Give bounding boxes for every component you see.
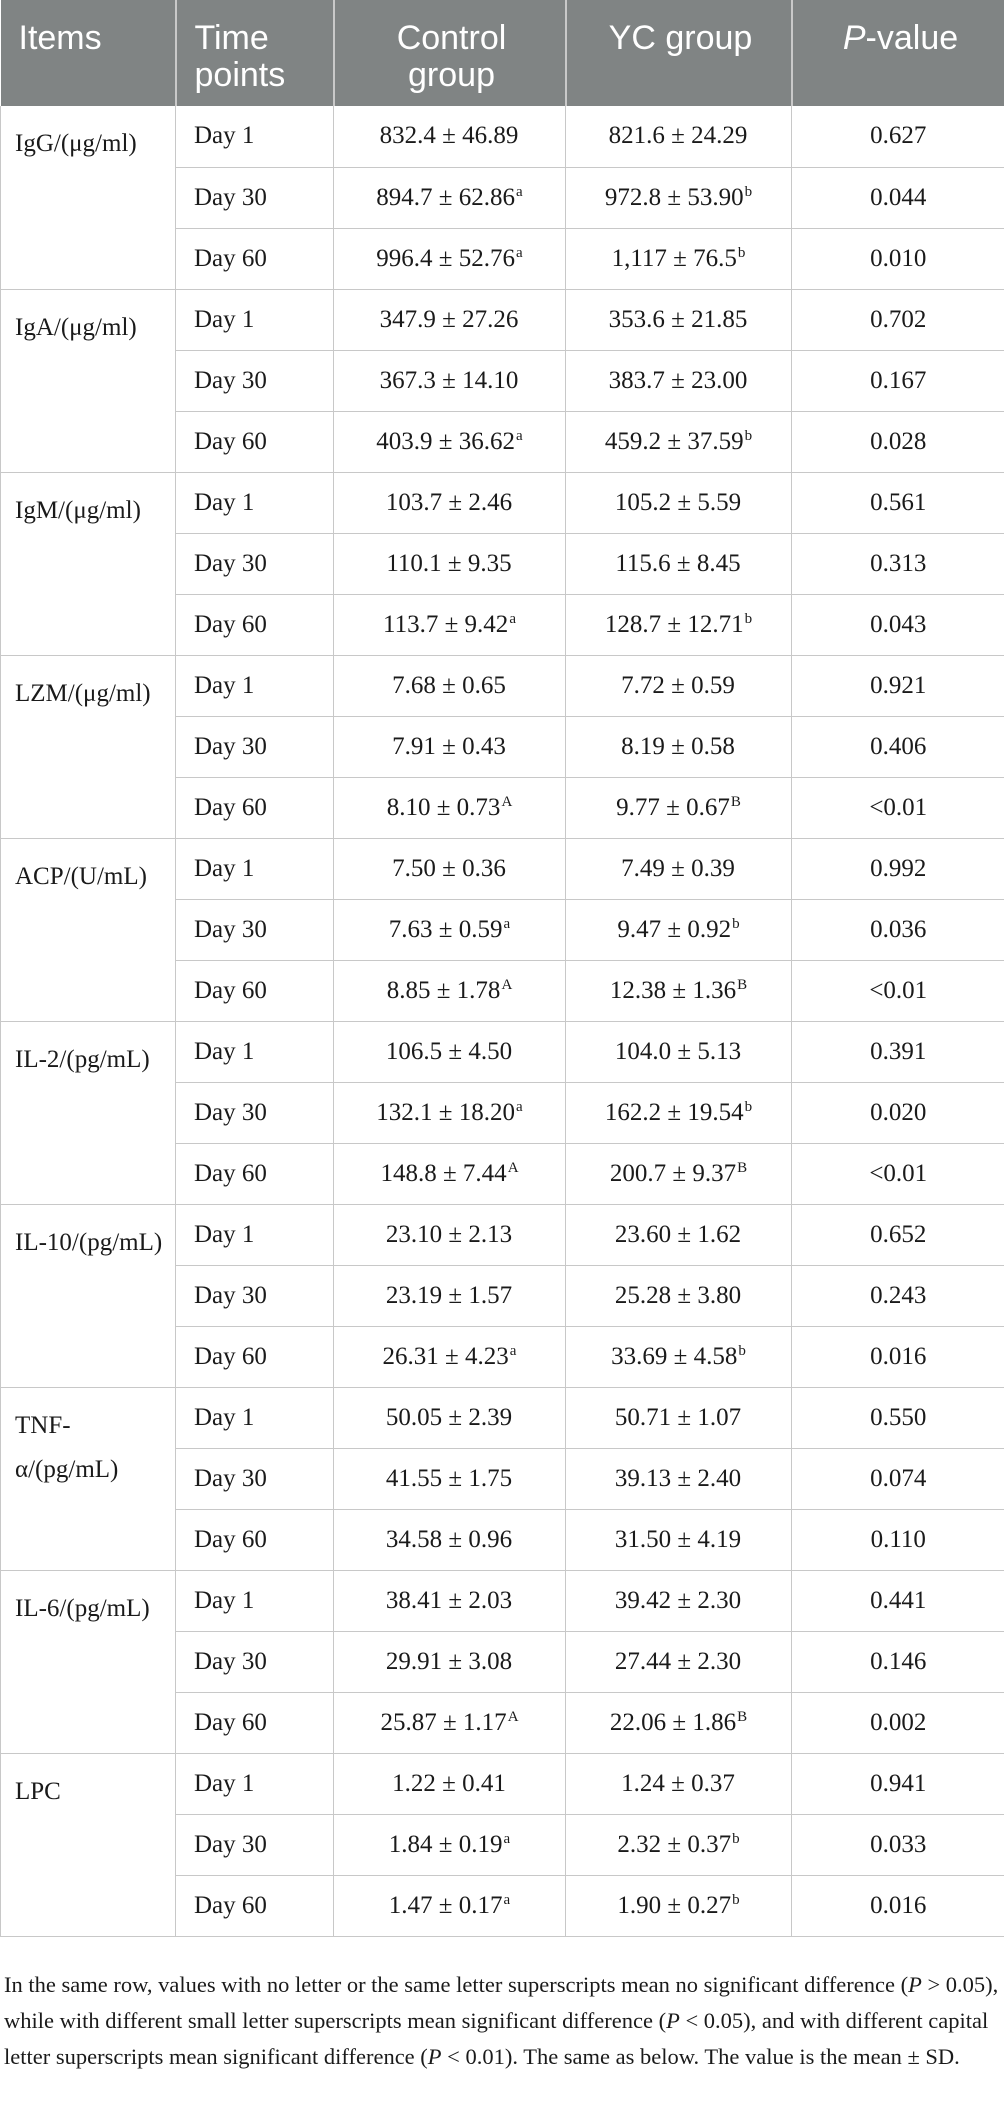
control-value: 7.68 ± 0.65: [392, 671, 506, 699]
item-label: IL-10/(pg/mL): [1, 1204, 176, 1387]
control-value: 113.7 ± 9.42: [383, 610, 509, 638]
yc-value: 128.7 ± 12.71: [604, 610, 744, 638]
yc-superscript: b: [732, 1891, 740, 1908]
time-point-cell: Day 30: [176, 1631, 334, 1692]
p-value-cell: <0.01: [792, 1143, 1004, 1204]
control-value: 7.50 ± 0.36: [392, 854, 506, 882]
yc-value-cell: [566, 1448, 792, 1509]
yc-value: 12.38 ± 1.36: [609, 976, 737, 1004]
time-point-cell: Day 30: [176, 533, 334, 594]
p-value-cell: 0.941: [792, 1753, 1004, 1814]
p-value-cell: 0.016: [792, 1875, 1004, 1936]
time-point-cell: Day 1: [176, 472, 334, 533]
control-superscript: a: [509, 1342, 517, 1359]
control-value-cell: [334, 594, 566, 655]
control-value-cell: [334, 533, 566, 594]
yc-value: 1.24 ± 0.37: [621, 1769, 735, 1797]
table-row: [1, 1753, 1004, 1814]
control-value-cell: [334, 1143, 566, 1204]
p-value-cell: 0.702: [792, 289, 1004, 350]
yc-value: 200.7 ± 9.37: [609, 1159, 737, 1187]
time-point-cell: Day 60: [176, 1875, 334, 1936]
table-footnote: [0, 1967, 1004, 2075]
control-value-cell: [334, 167, 566, 228]
yc-value: 7.72 ± 0.59: [621, 671, 735, 699]
control-value-cell: [334, 1387, 566, 1448]
yc-value-cell: [566, 1143, 792, 1204]
control-value-cell: [334, 1021, 566, 1082]
header-row: [1, 0, 1004, 106]
p-value-cell: 0.028: [792, 411, 1004, 472]
item-label: LZM/(μg/ml): [1, 655, 176, 838]
control-value: 8.10 ± 0.73: [386, 793, 501, 821]
yc-superscript: B: [730, 793, 741, 810]
yc-superscript: b: [744, 427, 753, 444]
yc-value-cell: [566, 350, 792, 411]
yc-superscript: b: [744, 183, 753, 200]
yc-value: 459.2 ± 37.59: [604, 427, 744, 455]
p-value-cell: 0.921: [792, 655, 1004, 716]
footnote-text-2: > 0.05), while with different small letter superscripts mean significant difference (: [4, 1972, 999, 2033]
control-value: 110.1 ± 9.35: [386, 549, 512, 577]
control-value-cell: [334, 1326, 566, 1387]
yc-value-cell: [566, 899, 792, 960]
control-superscript: a: [509, 610, 516, 627]
time-point-cell: Day 1: [176, 1204, 334, 1265]
footnote-text-4: < 0.01). The same as below. The value is the mean ± SD.: [441, 2044, 960, 2069]
p-value-cell: 0.550: [792, 1387, 1004, 1448]
time-point-cell: Day 60: [176, 1326, 334, 1387]
time-point-cell: Day 1: [176, 289, 334, 350]
p-value-cell: 0.044: [792, 167, 1004, 228]
p-value-cell: 0.167: [792, 350, 1004, 411]
p-value-cell: 0.033: [792, 1814, 1004, 1875]
time-point-cell: Day 60: [176, 960, 334, 1021]
table-row: [1, 472, 1004, 533]
control-value: 148.8 ± 7.44: [380, 1159, 507, 1187]
yc-value-cell: [566, 167, 792, 228]
control-value: 403.9 ± 36.62: [376, 427, 516, 455]
time-point-cell: Day 60: [176, 1692, 334, 1753]
p-value-cell: 0.992: [792, 838, 1004, 899]
yc-value: 25.28 ± 3.80: [614, 1281, 742, 1309]
item-label: IgM/(μg/ml): [1, 472, 176, 655]
yc-value: 2.32 ± 0.37: [617, 1830, 732, 1858]
item-label: LPC: [1, 1753, 176, 1936]
control-value-cell: [334, 960, 566, 1021]
p-value-cell: 0.010: [792, 228, 1004, 289]
time-point-cell: Day 60: [176, 1509, 334, 1570]
footnote-text-1: In the same row, values with no letter or the same letter superscripts mean no significant difference (: [4, 1972, 909, 1997]
yc-value: 39.42 ± 2.30: [614, 1586, 742, 1614]
item-label: IgA/(μg/ml): [1, 289, 176, 472]
yc-value-cell: [566, 1082, 792, 1143]
control-value-cell: [334, 1631, 566, 1692]
time-point-cell: Day 1: [176, 655, 334, 716]
control-value: 7.91 ± 0.43: [392, 732, 506, 760]
item-label: IgG/(μg/ml): [1, 106, 176, 289]
yc-value: 39.13 ± 2.40: [614, 1464, 742, 1492]
control-value-cell: [334, 777, 566, 838]
yc-value-cell: [566, 777, 792, 838]
p-value-cell: 0.391: [792, 1021, 1004, 1082]
table-row: [1, 289, 1004, 350]
time-point-cell: Day 30: [176, 716, 334, 777]
control-value-cell: [334, 1204, 566, 1265]
table-body: [1, 106, 1004, 1936]
p-value-cell: 0.110: [792, 1509, 1004, 1570]
control-superscript: a: [516, 1098, 523, 1115]
time-point-cell: Day 1: [176, 1753, 334, 1814]
header-time-points: Time points: [176, 0, 334, 106]
control-superscript: A: [501, 976, 513, 993]
yc-value: 23.60 ± 1.62: [614, 1220, 742, 1248]
yc-superscript: B: [737, 1159, 748, 1176]
table-header: [1, 0, 1004, 106]
control-value-cell: [334, 1753, 566, 1814]
table-row: [1, 655, 1004, 716]
control-value-cell: [334, 1570, 566, 1631]
time-point-cell: Day 1: [176, 1570, 334, 1631]
yc-value: 1.90 ± 0.27: [617, 1891, 732, 1919]
yc-value-cell: [566, 1265, 792, 1326]
time-point-cell: Day 30: [176, 899, 334, 960]
control-value-cell: [334, 1814, 566, 1875]
item-label: IL-6/(pg/mL): [1, 1570, 176, 1753]
yc-value-cell: [566, 655, 792, 716]
time-point-cell: Day 60: [176, 777, 334, 838]
control-value: 7.63 ± 0.59: [388, 915, 503, 943]
time-point-cell: Day 60: [176, 594, 334, 655]
p-value-cell: 0.020: [792, 1082, 1004, 1143]
item-label: ACP/(U/mL): [1, 838, 176, 1021]
control-value: 347.9 ± 27.26: [379, 305, 519, 333]
control-value: 832.4 ± 46.89: [379, 122, 519, 150]
time-point-cell: Day 30: [176, 1814, 334, 1875]
footnote-p-2: P: [666, 2008, 680, 2033]
control-value: 38.41 ± 2.03: [385, 1586, 513, 1614]
yc-value: 9.77 ± 0.67: [616, 793, 730, 821]
control-value-cell: [334, 899, 566, 960]
yc-value-cell: [566, 472, 792, 533]
control-value: 996.4 ± 52.76: [376, 244, 516, 272]
yc-value: 31.50 ± 4.19: [614, 1525, 742, 1553]
control-value: 1.47 ± 0.17: [388, 1891, 503, 1919]
table-row: [1, 1387, 1004, 1448]
control-value: 8.85 ± 1.78: [386, 976, 501, 1004]
yc-superscript: b: [737, 244, 746, 261]
p-value-cell: <0.01: [792, 960, 1004, 1021]
yc-superscript: b: [744, 1098, 753, 1115]
p-value-cell: 0.036: [792, 899, 1004, 960]
control-value-cell: [334, 106, 566, 167]
control-superscript: A: [501, 793, 513, 810]
yc-value: 383.7 ± 23.00: [608, 366, 748, 394]
yc-value: 50.71 ± 1.07: [614, 1403, 742, 1431]
control-value-cell: [334, 655, 566, 716]
control-value-cell: [334, 350, 566, 411]
control-value-cell: [334, 1509, 566, 1570]
control-superscript: a: [516, 183, 523, 200]
p-value-cell: 0.627: [792, 106, 1004, 167]
yc-value: 353.6 ± 21.85: [608, 305, 748, 333]
yc-value-cell: [566, 1326, 792, 1387]
time-point-cell: Day 30: [176, 1082, 334, 1143]
control-superscript: a: [503, 1891, 511, 1908]
p-value-cell: 0.313: [792, 533, 1004, 594]
yc-value-cell: [566, 1692, 792, 1753]
p-value-cell: 0.074: [792, 1448, 1004, 1509]
yc-value-cell: [566, 106, 792, 167]
table-row: [1, 1021, 1004, 1082]
control-superscript: a: [503, 1830, 511, 1847]
control-value-cell: [334, 838, 566, 899]
time-point-cell: Day 1: [176, 106, 334, 167]
p-value-cell: 0.002: [792, 1692, 1004, 1753]
control-value: 1.84 ± 0.19: [388, 1830, 503, 1858]
control-value-cell: [334, 1448, 566, 1509]
yc-superscript: B: [737, 1708, 748, 1725]
control-value: 106.5 ± 4.50: [385, 1037, 513, 1065]
control-value-cell: [334, 716, 566, 777]
yc-value: 972.8 ± 53.90: [604, 183, 744, 211]
yc-value: 33.69 ± 4.58: [611, 1342, 738, 1370]
p-value-cell: 0.652: [792, 1204, 1004, 1265]
yc-value: 162.2 ± 19.54: [604, 1098, 744, 1126]
time-point-cell: Day 60: [176, 411, 334, 472]
yc-value: 8.19 ± 0.58: [621, 732, 735, 760]
control-value: 25.87 ± 1.17: [380, 1708, 507, 1736]
time-point-cell: Day 30: [176, 167, 334, 228]
yc-superscript: B: [737, 976, 748, 993]
p-value-cell: 0.243: [792, 1265, 1004, 1326]
p-value-cell: <0.01: [792, 777, 1004, 838]
table-row: [1, 1570, 1004, 1631]
control-value-cell: [334, 472, 566, 533]
p-value-cell: 0.406: [792, 716, 1004, 777]
yc-value-cell: [566, 594, 792, 655]
table-row: [1, 106, 1004, 167]
time-point-cell: Day 30: [176, 350, 334, 411]
control-value: 23.19 ± 1.57: [385, 1281, 513, 1309]
yc-value: 115.6 ± 8.45: [615, 549, 741, 577]
footnote-p-1: P: [908, 1972, 922, 1997]
p-value-cell: 0.043: [792, 594, 1004, 655]
time-point-cell: Day 1: [176, 838, 334, 899]
yc-value-cell: [566, 1753, 792, 1814]
control-value: 41.55 ± 1.75: [385, 1464, 513, 1492]
yc-value-cell: [566, 1814, 792, 1875]
control-value: 103.7 ± 2.46: [385, 488, 513, 516]
yc-value: 1,117 ± 76.5: [611, 244, 737, 272]
control-superscript: a: [516, 244, 523, 261]
yc-value: 104.0 ± 5.13: [614, 1037, 742, 1065]
control-value-cell: [334, 289, 566, 350]
header-items: Items: [1, 0, 176, 106]
p-value-cell: 0.561: [792, 472, 1004, 533]
p-value-cell: 0.016: [792, 1326, 1004, 1387]
yc-value-cell: [566, 411, 792, 472]
yc-superscript: b: [738, 1342, 746, 1359]
header-p-suffix: -value: [865, 19, 959, 57]
header-p-value: [792, 0, 1004, 106]
control-value: 23.10 ± 2.13: [385, 1220, 513, 1248]
yc-value-cell: [566, 1204, 792, 1265]
control-value: 29.91 ± 3.08: [385, 1647, 513, 1675]
yc-superscript: b: [732, 915, 740, 932]
control-value: 1.22 ± 0.41: [392, 1769, 506, 1797]
yc-value-cell: [566, 1570, 792, 1631]
yc-value: 105.2 ± 5.59: [614, 488, 742, 516]
control-value: 894.7 ± 62.86: [376, 183, 516, 211]
control-value: 26.31 ± 4.23: [382, 1342, 509, 1370]
control-value: 34.58 ± 0.96: [385, 1525, 513, 1553]
control-value-cell: [334, 228, 566, 289]
yc-value: 22.06 ± 1.86: [609, 1708, 737, 1736]
control-superscript: A: [507, 1159, 519, 1176]
yc-value-cell: [566, 533, 792, 594]
header-p-italic: P: [842, 19, 866, 57]
control-value: 367.3 ± 14.10: [379, 366, 519, 394]
control-value-cell: [334, 1265, 566, 1326]
footnote-text-3: < 0.05), and with different capital letter superscripts mean significant difference (: [4, 2008, 989, 2069]
header-control-group: Control group: [334, 0, 566, 106]
table-row: [1, 838, 1004, 899]
p-value-cell: 0.441: [792, 1570, 1004, 1631]
control-superscript: a: [516, 427, 523, 444]
yc-value-cell: [566, 1509, 792, 1570]
p-value-cell: 0.146: [792, 1631, 1004, 1692]
yc-value: 7.49 ± 0.39: [621, 854, 735, 882]
control-superscript: A: [507, 1708, 519, 1725]
yc-value: 27.44 ± 2.30: [614, 1647, 742, 1675]
yc-value-cell: [566, 838, 792, 899]
yc-superscript: b: [732, 1830, 740, 1847]
item-label: IL-2/(pg/mL): [1, 1021, 176, 1204]
footnote-p-3: P: [427, 2044, 442, 2069]
yc-value-cell: [566, 1875, 792, 1936]
time-point-cell: Day 30: [176, 1265, 334, 1326]
control-superscript: a: [503, 915, 511, 932]
control-value-cell: [334, 411, 566, 472]
control-value-cell: [334, 1692, 566, 1753]
yc-value-cell: [566, 289, 792, 350]
time-point-cell: Day 30: [176, 1448, 334, 1509]
yc-value-cell: [566, 716, 792, 777]
time-point-cell: Day 60: [176, 228, 334, 289]
time-point-cell: Day 1: [176, 1021, 334, 1082]
yc-value: 821.6 ± 24.29: [608, 122, 748, 150]
yc-value-cell: [566, 1631, 792, 1692]
item-label: TNF-α/(pg/mL): [1, 1387, 176, 1570]
time-point-cell: Day 60: [176, 1143, 334, 1204]
control-value: 132.1 ± 18.20: [376, 1098, 516, 1126]
control-value: 50.05 ± 2.39: [385, 1403, 513, 1431]
control-value-cell: [334, 1875, 566, 1936]
yc-value-cell: [566, 960, 792, 1021]
yc-value: 9.47 ± 0.92: [617, 915, 732, 943]
table-row: [1, 1204, 1004, 1265]
yc-value-cell: [566, 1387, 792, 1448]
yc-value-cell: [566, 228, 792, 289]
control-value-cell: [334, 1082, 566, 1143]
yc-value-cell: [566, 1021, 792, 1082]
yc-superscript: b: [744, 610, 753, 627]
header-yc-group: YC group: [566, 0, 792, 106]
time-point-cell: Day 1: [176, 1387, 334, 1448]
